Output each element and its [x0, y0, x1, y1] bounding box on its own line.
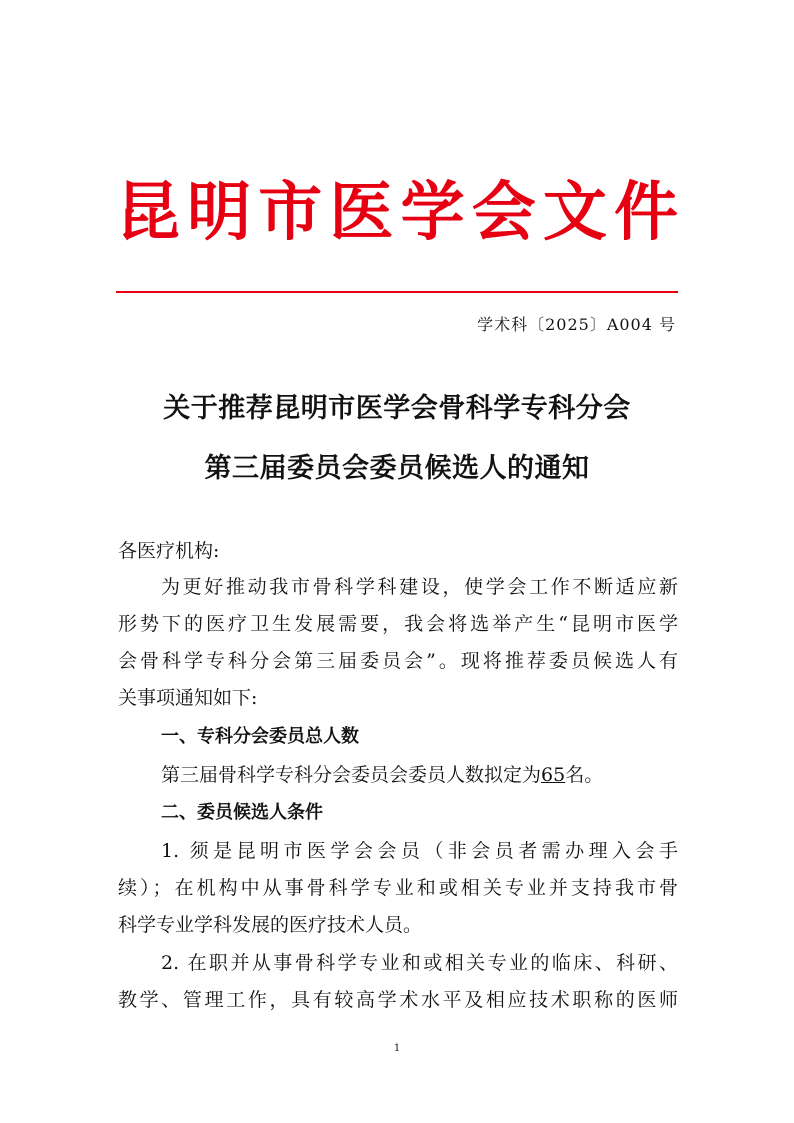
- section1-text-before: 第三届骨科学专科分会委员会委员人数拟定为: [161, 764, 542, 786]
- intro-line: 为更好推动我市骨科学科建设，使学会工作不断适应新: [161, 576, 678, 598]
- red-divider: [116, 291, 678, 293]
- letterhead-char: 件: [613, 176, 678, 250]
- section-heading-2: 二、委员候选人条件: [161, 802, 323, 823]
- item1-line: 科学专业学科发展的医疗技术人员。: [118, 914, 423, 936]
- item1-line: 续）；在机构中从事骨科学专业和或相关专业并支持我市骨: [118, 877, 678, 899]
- item1-line: 1. 须是昆明市医学会会员（非会员者需办理入会手: [161, 840, 678, 862]
- letterhead-char: 市: [258, 176, 323, 250]
- item2-line: 教学、管理工作，具有较高学术水平及相应技术职称的医师: [118, 989, 678, 1011]
- item2-line: 2. 在职并从事骨科学专业和或相关专业的临床、科研、: [161, 952, 678, 974]
- intro-line: 形势下的医疗卫生发展需要，我会将选举产生“昆明市医学: [118, 613, 678, 635]
- member-count: 65: [541, 764, 566, 786]
- title-line-1: 关于推荐昆明市医学会骨科学专科分会: [163, 393, 631, 424]
- document-number: 学术科〔2025〕A004 号: [477, 315, 676, 334]
- letterhead-char: 学: [400, 176, 465, 250]
- intro-line: 关事项通知如下:: [118, 687, 258, 709]
- section1-text: [161, 762, 678, 788]
- title-line-2: 第三届委员会委员候选人的通知: [204, 453, 590, 484]
- section-heading-1: 一、专科分会委员总人数: [161, 726, 359, 747]
- letterhead-char: 会: [471, 176, 536, 250]
- page-number: 1: [393, 1043, 401, 1054]
- letterhead-char: 明: [187, 176, 252, 250]
- letterhead-char: 医: [329, 176, 394, 250]
- letterhead-char: 昆: [116, 176, 180, 250]
- salutation: 各医疗机构:: [118, 540, 220, 562]
- intro-line: 会骨科学专科分会第三届委员会”。现将推荐委员候选人有: [118, 650, 678, 672]
- letterhead-char: 文: [542, 176, 607, 250]
- letterhead-title: [116, 168, 678, 258]
- section1-text-after: 名。: [565, 764, 604, 786]
